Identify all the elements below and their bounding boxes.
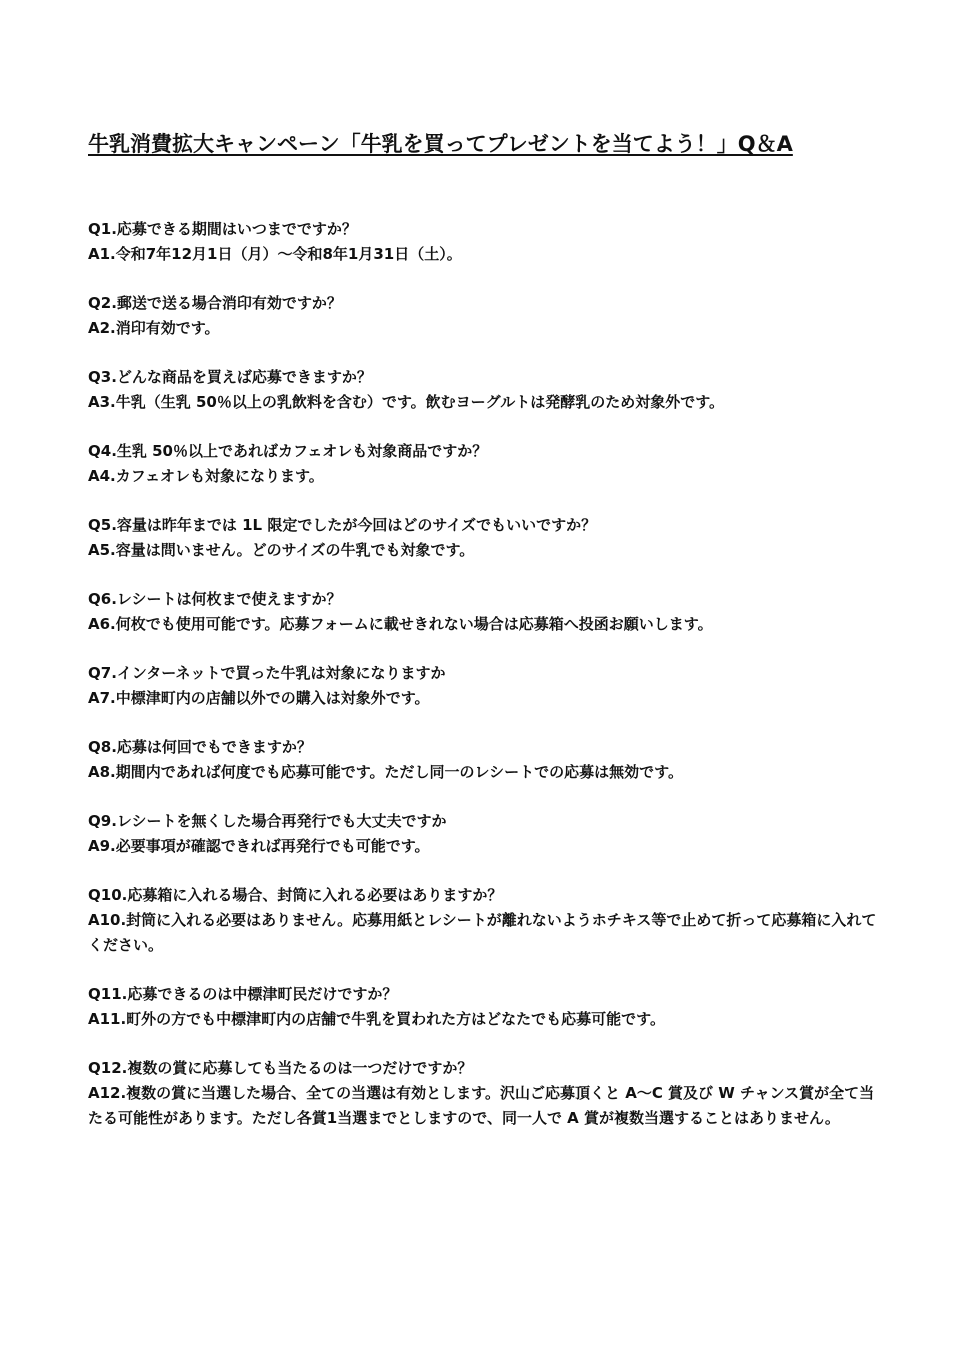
answer-12: A12.複数の賞に当選した場合、全ての当選は有効とします。沢山ご応募頂くと A～C 賞及び W チャンス賞が全て当たる可能性があります。ただし各賞1当選までとしますので、同一人で A 賞が複数当選することはありません。 xyxy=(88,1084,875,1127)
qa-item-3 xyxy=(88,365,878,415)
answer-3: A3.牛乳（生乳 50％以上の乳飲料を含む）です。飲むヨーグルトは発酵乳のため対象外です。 xyxy=(88,393,724,411)
question-10: Q10.応募箱に入れる場合、封筒に入れる必要はありますか？ xyxy=(88,886,503,904)
document-title: 牛乳消費拡大キャンペーン「牛乳を買ってプレゼントを当てよう！」Q＆A xyxy=(88,132,793,156)
answer-11: A11.町外の方でも中標津町内の店舗で牛乳を買われた方はどなたでも応募可能です。 xyxy=(88,1010,665,1028)
qa-item-10 xyxy=(88,883,878,958)
answer-10: A10.封筒に入れる必要はありません。応募用紙とレシートが離れないようホチキス等で止めて折って応募箱に入れてください。 xyxy=(88,911,877,954)
answer-5: A5.容量は問いません。どのサイズの牛乳でも対象です。 xyxy=(88,541,475,559)
question-1: Q1.応募できる期間はいつまでですか？ xyxy=(88,220,357,238)
qa-item-11 xyxy=(88,982,878,1032)
qa-item-5 xyxy=(88,513,878,563)
question-4: Q4.生乳 50％以上であればカフェオレも対象商品ですか？ xyxy=(88,442,488,460)
question-6: Q6.レシートは何枚まで使えますか？ xyxy=(88,590,342,608)
answer-2: A2.消印有効です。 xyxy=(88,319,220,337)
qa-item-7 xyxy=(88,661,878,711)
qa-item-9 xyxy=(88,809,878,859)
answer-7: A7.中標津町内の店舗以外での購入は対象外です。 xyxy=(88,689,430,707)
qa-item-2 xyxy=(88,291,878,341)
answer-6: A6.何枚でも使用可能です。応募フォームに載せきれない場合は応募箱へ投函お願いします。 xyxy=(88,615,713,633)
question-3: Q3.どんな商品を買えば応募できますか？ xyxy=(88,368,372,386)
qa-list xyxy=(88,217,878,1155)
answer-8: A8.期間内であれば何度でも応募可能です。ただし同一のレシートでの応募は無効です。 xyxy=(88,763,683,781)
qa-item-1 xyxy=(88,217,878,267)
question-2: Q2.郵送で送る場合消印有効ですか？ xyxy=(88,294,342,312)
qa-item-6 xyxy=(88,587,878,637)
answer-4: A4.カフェオレも対象になります。 xyxy=(88,467,324,485)
question-5: Q5.容量は昨年までは 1L 限定でしたが今回はどのサイズでもいいですか？ xyxy=(88,516,597,534)
answer-1: A1.令和7年12月1日（月）～令和8年1月31日（土）。 xyxy=(88,245,462,263)
question-8: Q8.応募は何回でもできますか？ xyxy=(88,738,312,756)
question-9: Q9.レシートを無くした場合再発行でも大丈夫ですか xyxy=(88,812,447,830)
question-12: Q12.複数の賞に応募しても当たるのは一つだけですか？ xyxy=(88,1059,473,1077)
answer-9: A9.必要事項が確認できれば再発行でも可能です。 xyxy=(88,837,430,855)
question-7: Q7.インターネットで買った牛乳は対象になりますか xyxy=(88,664,446,682)
question-11: Q11.応募できるのは中標津町民だけですか？ xyxy=(88,985,398,1003)
qa-item-4 xyxy=(88,439,878,489)
qa-item-8 xyxy=(88,735,878,785)
qa-item-12 xyxy=(88,1056,878,1131)
